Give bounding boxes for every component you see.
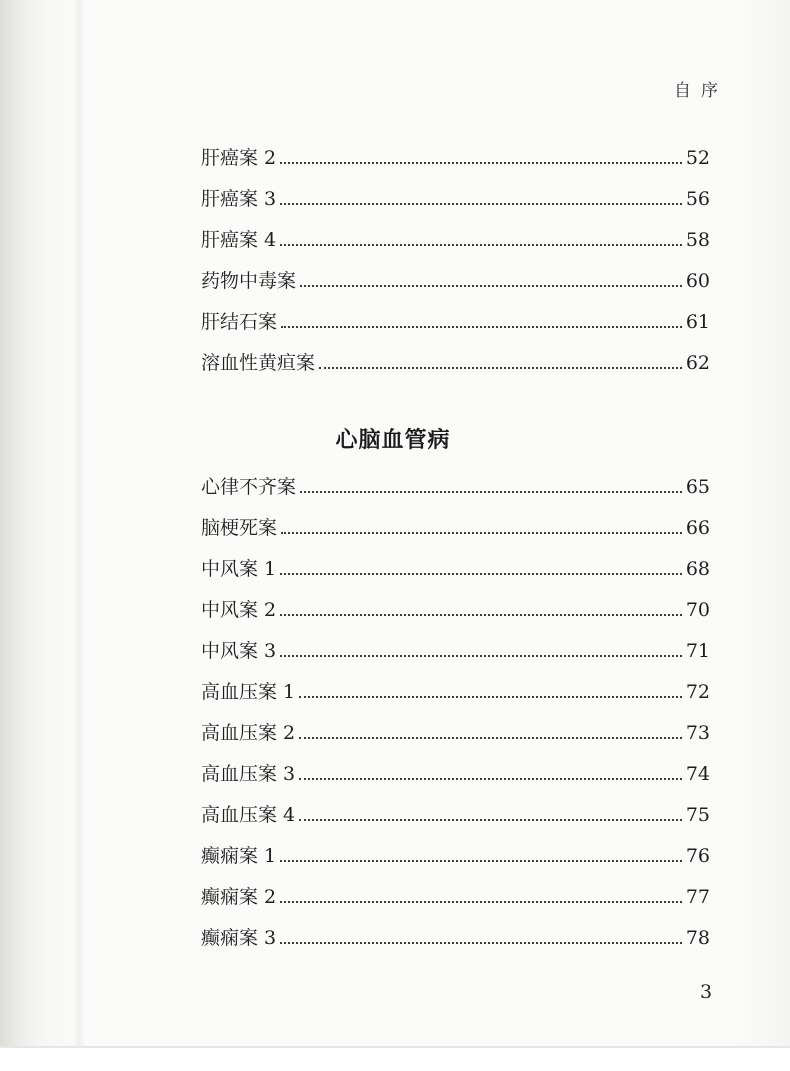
running-header: 自序 [674, 81, 728, 101]
toc-entry-page: 56 [685, 188, 710, 210]
dot-leader [299, 696, 682, 698]
dot-leader [300, 285, 682, 287]
toc-entry-title: 肝癌案 4 [201, 229, 277, 251]
toc-entry [201, 719, 710, 747]
toc-entry-page: 58 [685, 229, 710, 251]
toc-entry-title: 脑梗死案 [201, 517, 278, 539]
toc-entry-page: 68 [685, 558, 710, 580]
toc-entry [201, 473, 710, 501]
toc-entry [201, 760, 710, 788]
page-number: 3 [700, 981, 713, 1003]
toc-entry-title: 癫痫案 3 [201, 927, 277, 949]
toc-entry [201, 678, 710, 706]
toc-entry-page: 60 [685, 270, 710, 292]
dot-leader [280, 655, 682, 657]
toc-entry-title: 高血压案 2 [201, 722, 296, 744]
toc-entry [201, 144, 710, 172]
toc-entry-page: 71 [685, 640, 710, 662]
toc-entry [201, 308, 710, 336]
toc-entry-page: 73 [685, 722, 710, 744]
toc-entry-title: 癫痫案 2 [201, 886, 277, 908]
section-heading-text: 心脑血管病 [335, 427, 451, 453]
toc-entry-page: 77 [685, 886, 710, 908]
gutter-shadow [72, 0, 86, 1048]
toc-entry [201, 349, 710, 377]
dot-leader [299, 778, 682, 780]
toc-entry [201, 883, 710, 911]
dot-leader [281, 532, 682, 534]
toc-entry-title: 高血压案 1 [201, 681, 296, 703]
toc-entry-page: 65 [685, 476, 710, 498]
toc-entry-title: 心律不齐案 [201, 476, 297, 498]
toc-entry-title: 溶血性黄疸案 [201, 352, 316, 374]
toc-entry [201, 801, 710, 829]
toc-entry-page: 66 [685, 517, 710, 539]
dot-leader [280, 162, 682, 164]
toc-entry-title: 高血压案 3 [201, 763, 296, 785]
toc-entry-title: 肝癌案 2 [201, 147, 277, 169]
toc-entry-page: 78 [685, 927, 710, 949]
toc-entry-title: 中风案 3 [201, 640, 277, 662]
toc-entry-page: 76 [685, 845, 710, 867]
toc-entry-title: 药物中毒案 [201, 270, 297, 292]
toc-entry [201, 185, 710, 213]
toc-entry-title: 癫痫案 1 [201, 845, 277, 867]
toc-entry [201, 555, 710, 583]
dot-leader [280, 860, 682, 862]
dot-leader [280, 203, 682, 205]
background-margin [0, 1048, 790, 1071]
toc-entry [201, 842, 710, 870]
toc-entry-title: 高血压案 4 [201, 804, 296, 826]
dot-leader [280, 901, 682, 903]
toc-entry-page: 70 [685, 599, 710, 621]
toc-entry [201, 596, 710, 624]
toc-entry [201, 924, 710, 952]
toc-entry-page: 72 [685, 681, 710, 703]
dot-leader [281, 326, 682, 328]
dot-leader [280, 614, 682, 616]
toc-entry-page: 62 [685, 352, 710, 374]
toc-entry-page: 74 [685, 763, 710, 785]
toc-entry-page: 52 [685, 147, 710, 169]
dot-leader [280, 942, 682, 944]
toc-entry-title: 中风案 2 [201, 599, 277, 621]
dot-leader [300, 491, 682, 493]
dot-leader [280, 573, 682, 575]
section-heading [0, 423, 790, 454]
toc-entry [201, 267, 710, 295]
toc-entry [201, 637, 710, 665]
dot-leader [299, 737, 682, 739]
dot-leader [299, 819, 682, 821]
toc-entry [201, 226, 710, 254]
dot-leader [280, 244, 682, 246]
toc-entry-title: 肝结石案 [201, 311, 278, 333]
dot-leader [319, 367, 682, 369]
toc-entry [201, 514, 710, 542]
toc-entry-page: 61 [685, 311, 710, 333]
toc-entry-title: 肝癌案 3 [201, 188, 277, 210]
toc-entry-title: 中风案 1 [201, 558, 277, 580]
toc-entry-page: 75 [685, 804, 710, 826]
